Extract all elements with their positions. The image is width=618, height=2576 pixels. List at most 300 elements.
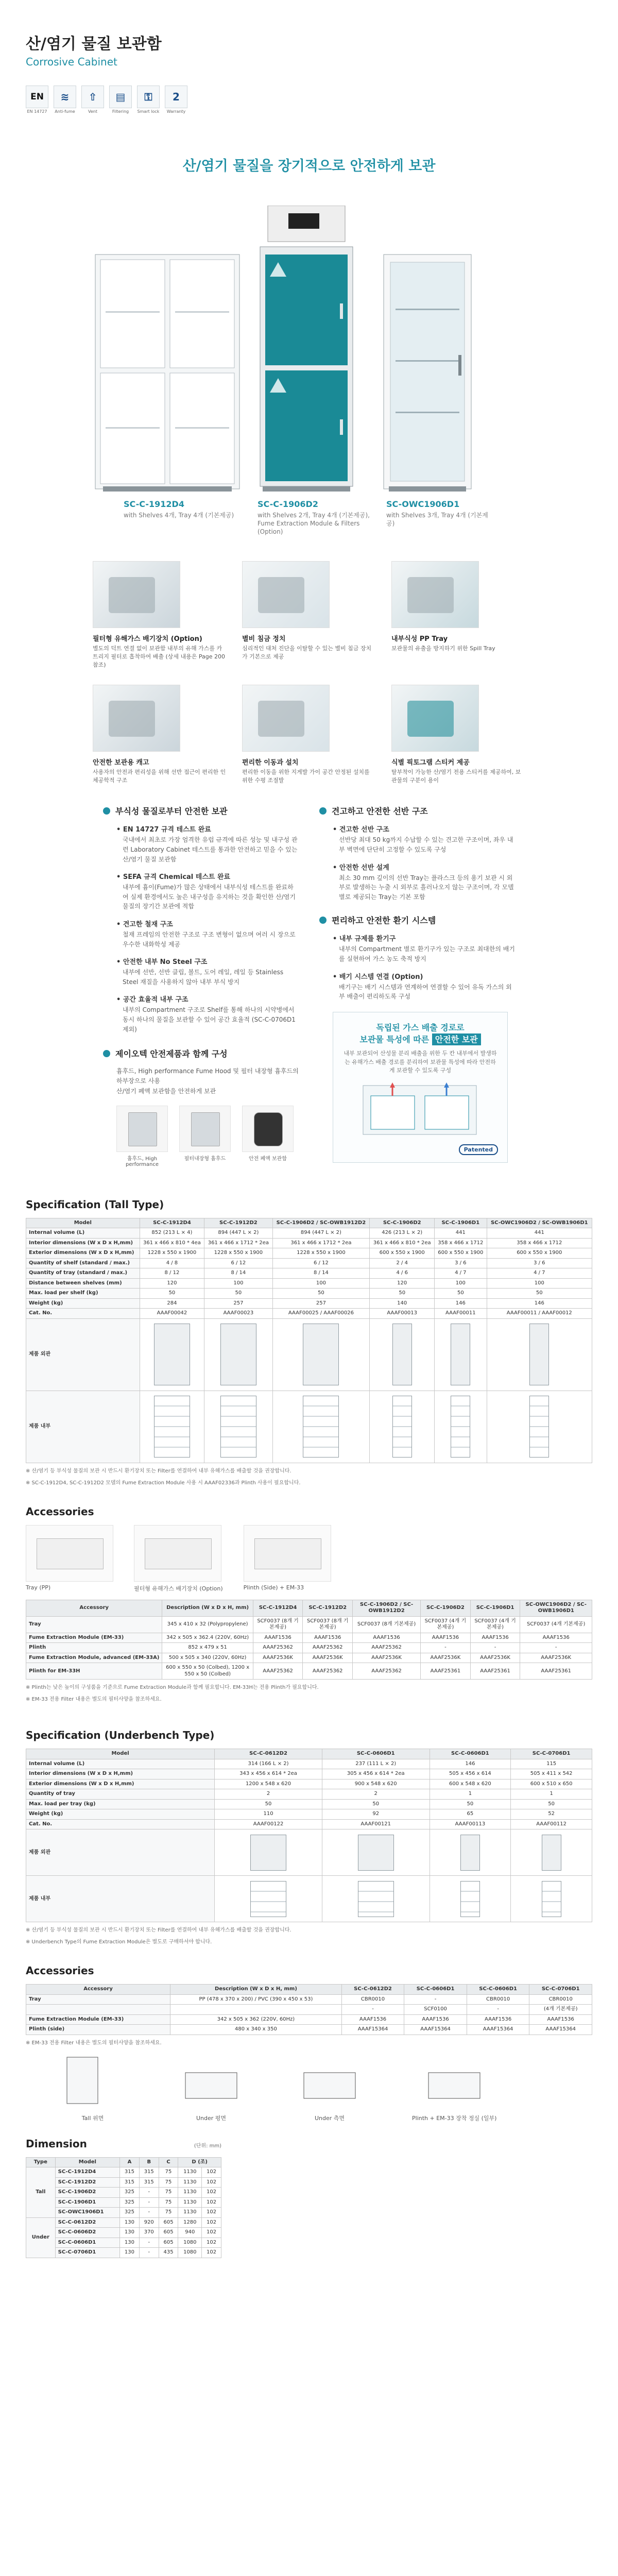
table-cell: Under <box>26 2217 56 2258</box>
table-cell: 120 <box>140 1278 204 1289</box>
table-cell: 257 <box>204 1298 272 1309</box>
right-items <box>319 824 515 902</box>
table-cell: Distance between shelves (mm) <box>26 1278 140 1289</box>
table-header-cell: Accessory <box>26 1600 162 1616</box>
spec-tall-section <box>26 1198 592 1487</box>
acc-tall-table <box>26 1600 592 1680</box>
feature-bullet <box>333 824 515 854</box>
table-cell: 102 <box>202 2197 221 2208</box>
bullet-title: • 공간 효율적 내부 구조 <box>116 994 299 1004</box>
table-image-cell <box>435 1391 487 1463</box>
content <box>26 0 592 2258</box>
table-cell: Internal volume (L) <box>26 1228 140 1239</box>
bullet-title: • 내부 규제를 환기구 <box>333 933 515 943</box>
table-row <box>26 2197 221 2208</box>
table-cell: SC-C-1906D2 <box>55 2188 119 2198</box>
table-header-cell: SC-C-1906D1 <box>435 1218 487 1228</box>
table-cell: 100 <box>435 1278 487 1289</box>
table-cell: AAAF1536 <box>303 1633 353 1643</box>
dimension-view <box>57 2052 129 2122</box>
table-cell: 102 <box>202 2238 221 2248</box>
section-title: 제이오텍 안전제품과 함께 구성 <box>115 1049 228 1059</box>
table-cell: 345 x 410 x 32 (Polypropylene) <box>162 1616 253 1633</box>
spec-under-title: Specification (Underbench Type) <box>26 1729 215 1742</box>
left-items <box>103 824 299 1034</box>
table-cell: 50 <box>204 1289 272 1299</box>
table-row <box>26 1643 592 1653</box>
table-row <box>26 1616 592 1633</box>
table-image-cell <box>204 1391 272 1463</box>
table-header-cell: Accessory <box>26 1985 170 1995</box>
table-cell: AAAF25361 <box>470 1663 520 1680</box>
accessory-card <box>134 1525 223 1592</box>
accessory-label: Tray (PP) <box>26 1584 51 1591</box>
table-header-cell: SC-C-1912D2 <box>303 1600 353 1616</box>
table-cell: 3 / 6 <box>435 1258 487 1268</box>
table-cell: AAAF00113 <box>430 1819 511 1829</box>
table-row <box>26 1248 592 1259</box>
table-row <box>26 1289 592 1299</box>
spec-under-table <box>26 1749 592 1922</box>
table-header-row <box>26 1985 592 1995</box>
table-cell: 361 x 466 x 810 * 4ea <box>140 1238 204 1248</box>
related-products <box>116 1106 299 1167</box>
en-standard-icon: EN <box>26 86 48 108</box>
page-subtitle: Corrosive Cabinet <box>26 56 117 68</box>
table-cell: Interior dimensions (W x D x H,mm) <box>26 1238 140 1248</box>
header <box>26 0 592 114</box>
badge-item <box>54 86 76 114</box>
product-thumbnail <box>154 1324 190 1385</box>
table-cell: Fume Extraction Module (EM-33) <box>26 1633 162 1643</box>
table-cell: SC-C-1906D1 <box>55 2197 119 2208</box>
table-cell: 325 <box>120 2208 140 2218</box>
right-items-2 <box>319 933 515 1001</box>
table-image-cell <box>487 1391 592 1463</box>
table-note: ※ 산/염기 등 부식성 물질의 보관 시 반드시 환기장치 또는 Filter를 연결하여 내부 유해가스를 배출할 것을 권장합니다. <box>26 1927 291 1934</box>
feature-row-2 <box>26 685 592 785</box>
gas-path-diagram <box>342 1080 497 1137</box>
table-cell: 50 <box>430 1799 511 1809</box>
bullet-text: 배기구는 배기 시스템과 연계하여 연결할 수 있어 유독 가스의 외부 배출이 편리하도록 구성 <box>339 983 512 1001</box>
feature-photo-detail <box>407 577 454 613</box>
product-thumbnail <box>451 1396 470 1458</box>
table-cell: 600 x 550 x 1900 <box>370 1248 435 1259</box>
related-product-image <box>116 1106 168 1152</box>
table-cell: AAAF2536K <box>421 1653 471 1663</box>
table-cell: Exterior dimensions (W x D x H,mm) <box>26 1779 215 1789</box>
table-image-row <box>26 1391 592 1463</box>
table-cell: 8 / 14 <box>204 1268 272 1279</box>
feature-text: 편리한 이동을 위한 지게발 가이 공간 안정된 설치를 위한 수평 조절발 <box>242 768 370 784</box>
table-cell: 1200 x 548 x 620 <box>215 1779 322 1789</box>
spec-tall-notes <box>26 1467 592 1487</box>
table-cell: 52 <box>511 1809 592 1820</box>
table-cell: AAAF1536 <box>470 1633 520 1643</box>
table-cell: 75 <box>159 2208 178 2218</box>
section-line: 산/염기 폐액 보관함을 안전하게 보관 <box>116 1087 216 1095</box>
table-cell: 284 <box>140 1298 204 1309</box>
bullet-title: • 배기 시스템 연결 (Option) <box>333 971 515 981</box>
table-cell: 130 <box>120 2248 140 2258</box>
table-row <box>26 1633 592 1643</box>
badge-item <box>137 86 160 114</box>
table-header-cell: SC-OWC1906D2 / SC-OWB1906D1 <box>520 1600 592 1616</box>
table-cell: 8 / 12 <box>140 1268 204 1279</box>
table-cell: 1 <box>430 1789 511 1800</box>
table-cell: - <box>470 1643 520 1653</box>
table-cell: 1080 <box>178 2238 202 2248</box>
accessory-card <box>26 1525 113 1592</box>
product-thumbnail <box>542 1835 561 1871</box>
feature-card <box>242 561 376 669</box>
table-header-cell: SC-C-0606D1 <box>322 1749 430 1759</box>
badge-item <box>165 86 187 114</box>
table-cell: 92 <box>322 1809 430 1820</box>
dimension-view <box>412 2052 496 2122</box>
table-row <box>26 1799 592 1809</box>
table-cell: 361 x 466 x 810 * 2ea <box>370 1238 435 1248</box>
table-header-cell: Description (W x D x H, mm) <box>162 1600 253 1616</box>
table-cell: 50 <box>215 1799 322 1809</box>
table-cell: 제품 내부 <box>26 1876 215 1922</box>
feature-text: 심리적인 대처 진단을 이탈할 수 있는 별비 침금 장치가 기본으로 제공 <box>242 645 372 660</box>
table-row <box>26 1278 592 1289</box>
feature-card <box>93 561 227 669</box>
badge-label: Smart lock <box>137 109 160 114</box>
accessory-label: 필터형 유해가스 배기장치 (Option) <box>134 1585 223 1592</box>
table-image-cell <box>430 1829 511 1876</box>
feature-text: 탈부착이 가능한 산/염기 전용 스티커를 제공하여, 보관물의 구분이 용이 <box>391 768 521 784</box>
dimension-view-label: Under 평면 <box>196 2114 227 2122</box>
feature-photo-detail <box>109 577 155 613</box>
table-cell: 102 <box>202 2177 221 2188</box>
table-cell: AAAF2536K <box>253 1653 303 1663</box>
table-cell: AAAF00023 <box>204 1309 272 1319</box>
bullet-icon <box>319 917 327 924</box>
badge-label: EN 14727 <box>27 109 47 114</box>
description-right <box>319 805 515 1167</box>
table-cell: Quantity of tray (standard / max.) <box>26 1268 140 1279</box>
table-cell: 102 <box>202 2228 221 2238</box>
table-cell: 315 <box>120 2167 140 2178</box>
table-cell: 110 <box>215 1809 322 1820</box>
table-cell: AAAF1536 <box>253 1633 303 1643</box>
table-cell: Tall <box>26 2167 56 2218</box>
table-image-cell <box>487 1318 592 1391</box>
table-cell: 314 (166 L × 2) <box>215 1759 322 1769</box>
patented-badge: Patented <box>459 1144 498 1155</box>
cabinet-sc-c-1906d2-image <box>258 206 355 494</box>
hero-model-1: SC-C-1912D4 <box>124 499 184 509</box>
gas-path-title-1: 독립된 가스 배출 경로로 <box>376 1022 465 1032</box>
table-cell: Fume Extraction Module (EM-33) <box>26 2014 170 2025</box>
table-cell <box>170 2005 342 2015</box>
product-thumbnail <box>303 1396 339 1458</box>
table-cell: 900 x 548 x 620 <box>322 1779 430 1789</box>
table-cell: 361 x 466 x 1712 * 2ea <box>204 1238 272 1248</box>
table-cell: 120 <box>370 1278 435 1289</box>
table-cell: 600 x 550 x 1900 <box>435 1248 487 1259</box>
feature-badges <box>26 86 592 114</box>
table-header-cell: B <box>139 2157 159 2167</box>
table-cell: AAAF15364 <box>404 2025 467 2035</box>
warranty-icon: 2 <box>165 86 187 108</box>
table-cell: - <box>520 1643 592 1653</box>
spec-tall-table <box>26 1218 592 1463</box>
table-row <box>26 1759 592 1769</box>
table-cell: 8 / 14 <box>272 1268 370 1279</box>
bullet-icon <box>319 807 327 815</box>
table-cell: 50 <box>272 1289 370 1299</box>
table-row <box>26 2248 221 2258</box>
table-header-cell: Type <box>26 2157 56 2167</box>
bullet-title: • SEFA 규격 Chemical 테스트 완료 <box>116 871 299 881</box>
table-cell: 4 / 8 <box>140 1258 204 1268</box>
table-cell: AAAF25362 <box>353 1663 421 1680</box>
table-cell: 102 <box>202 2248 221 2258</box>
dimension-table <box>26 2157 221 2258</box>
table-header-cell: SC-C-1912D2 <box>204 1218 272 1228</box>
product-thumbnail <box>220 1396 256 1458</box>
accessory-image <box>134 1525 221 1582</box>
table-row <box>26 1769 592 1780</box>
badge-label: Anti-fume <box>55 109 75 114</box>
table-note: ※ Plinth는 낮은 높이의 구성품을 기준으로 Fume Extraction Module과 함께 필요합니다. EM-33H는 전용 Plinth가 필요합니다. <box>26 1685 319 1691</box>
bullet-text: 국내에서 최초로 가장 엄격한 유럽 규격에 따른 성능 및 내구성 관련 Laboratory Cabinet 테스트를 통과한 안전하고 믿을 수 있는 산/염기 물질 보관함 <box>123 836 298 863</box>
table-image-cell <box>140 1318 204 1391</box>
table-image-cell <box>272 1318 370 1391</box>
page-title: 산/염기 물질 보관함 <box>26 35 162 53</box>
table-header-cell: Model <box>26 1218 140 1228</box>
table-cell: 75 <box>159 2167 178 2178</box>
bullet-text: 내부에 선반, 선반 클립, 볼트, 도어 레일, 레일 등 Stainless Steel 재질을 사용하지 않아 내부 부식 방지 <box>123 969 284 986</box>
table-cell: SCF0037 (4개 기본제공) <box>520 1616 592 1633</box>
badge-item <box>81 86 104 114</box>
product-thumbnail <box>392 1324 412 1385</box>
table-cell: 500 x 505 x 340 (220V, 60Hz) <box>162 1653 253 1663</box>
table-cell: Cat. No. <box>26 1819 215 1829</box>
table-cell: 605 <box>159 2217 178 2228</box>
table-note: ※ SC-C-1912D4, SC-C-1912D2 모델의 Fume Extraction Module 사용 시 AAAF02336과 Plinth 사용이 필요합니다. <box>26 1480 301 1486</box>
table-cell: Weight (kg) <box>26 1298 140 1309</box>
table-cell: AAAF25362 <box>353 1643 421 1653</box>
table-note: ※ EM-33 전용 Filter 내용은 별도의 필터사양을 참조하세요. <box>26 1697 162 1703</box>
table-cell: 102 <box>202 2208 221 2218</box>
table-image-cell <box>204 1318 272 1391</box>
cabinet-sc-owc1906d1-image <box>381 252 474 494</box>
table-cell: 1130 <box>178 2188 202 2198</box>
table-cell <box>26 2005 170 2015</box>
table-header-cell: SC-C-1906D2 <box>421 1600 471 1616</box>
table-cell: 75 <box>159 2177 178 2188</box>
table-row <box>26 2188 221 2198</box>
table-cell: Plinth <box>26 1643 162 1653</box>
spec-tall-title: Specification (Tall Type) <box>26 1198 164 1211</box>
table-cell: AAAF00011 / AAAF00012 <box>487 1309 592 1319</box>
table-cell: - <box>421 1643 471 1653</box>
table-image-cell <box>140 1391 204 1463</box>
table-cell: SCF0100 <box>404 2005 467 2015</box>
table-cell: - <box>467 2005 529 2015</box>
table-cell: - <box>404 1994 467 2005</box>
table-cell: SCF0037 (8개 기본제공) <box>353 1616 421 1633</box>
table-cell: 1130 <box>178 2177 202 2188</box>
accessory-image <box>244 1525 331 1582</box>
hero-caption-3 <box>386 499 489 528</box>
bullet-icon <box>103 1050 110 1057</box>
accessory-shape <box>37 1538 104 1569</box>
table-row <box>26 1238 592 1248</box>
table-cell: 1080 <box>178 2248 202 2258</box>
table-row <box>26 2167 221 2178</box>
table-cell: Plinth (side) <box>26 2025 170 2035</box>
dimension-title: Dimension <box>26 2137 87 2150</box>
feature-bullet <box>116 994 299 1034</box>
hero-desc-3: with Shelves 3개, Tray 4개 (기본제공) <box>386 511 488 527</box>
table-cell: 65 <box>430 1809 511 1820</box>
table-cell: 342 x 505 x 362.4 (220V, 60Hz) <box>162 1633 253 1643</box>
table-cell: 435 <box>159 2248 178 2258</box>
table-cell: 237 (111 L × 2) <box>322 1759 430 1769</box>
feature-text: 별도의 덕트 연결 없이 보관함 내부의 유해 가스를 카트리지 필터로 흡착하여 배출 (상세 내용은 Page 200 참조) <box>93 645 226 668</box>
patented-wrap <box>342 1139 498 1155</box>
table-row <box>26 2005 592 2015</box>
table-cell: CBR0010 <box>341 1994 404 2005</box>
table-header-cell: C <box>159 2157 178 2167</box>
table-note: ※ EM-33 전용 Filter 내용은 별도의 필터사양을 참조하세요. <box>26 2040 162 2046</box>
table-header-cell: SC-C-1912D4 <box>140 1218 204 1228</box>
feature-card <box>391 561 525 669</box>
table-cell: 600 x 548 x 620 <box>430 1779 511 1789</box>
table-image-cell <box>215 1829 322 1876</box>
table-cell: 2 / 4 <box>370 1258 435 1268</box>
table-cell: 600 x 550 x 50 (Colbed), 1200 x 550 x 50 (Colbed) <box>162 1663 253 1680</box>
table-cell: 1130 <box>178 2167 202 2178</box>
bullet-text: 내부의 Compartment 구조로 Shelf를 통해 하나의 시약병에서 동시 하나의 물질을 보관할 수 있어 공간 효율적 (SC-C-0706D1 제외) <box>123 1006 296 1033</box>
table-header-cell: SC-C-1906D2 <box>370 1218 435 1228</box>
table-cell: AAAF25361 <box>421 1663 471 1680</box>
table-cell: 605 <box>159 2228 178 2238</box>
description-left <box>103 805 299 1167</box>
table-cell: - <box>139 2197 159 2208</box>
table-cell: 6 / 12 <box>272 1258 370 1268</box>
table-cell: 441 <box>435 1228 487 1239</box>
product-thumbnail <box>542 1881 561 1917</box>
section-title: 부식성 물질로부터 안전한 보관 <box>115 806 228 817</box>
table-header-cell: Model <box>26 1749 215 1759</box>
related-product-image <box>242 1106 294 1152</box>
table-cell: 100 <box>204 1278 272 1289</box>
table-cell: 605 <box>159 2238 178 2248</box>
table-cell: 146 <box>487 1298 592 1309</box>
dimension-view-label: Plinth + EM-33 장착 정실 (일부) <box>412 2114 497 2122</box>
table-cell: AAAF00121 <box>322 1819 430 1829</box>
section-line: 흄후드, High performance Fume Hood 및 필터 내장형 흄후드의 하부장으로 사용 <box>116 1067 299 1085</box>
section-heading <box>319 914 515 926</box>
table-cell: 305 x 456 x 614 * 2ea <box>322 1769 430 1780</box>
table-header-cell: SC-C-1912D4 <box>253 1600 303 1616</box>
table-cell: 50 <box>511 1799 592 1809</box>
table-cell: SC-C-0706D1 <box>55 2248 119 2258</box>
table-cell: 50 <box>322 1799 430 1809</box>
feature-photo-detail <box>258 701 304 737</box>
ventilation-icon: ⇧ <box>81 86 104 108</box>
product-thumbnail <box>358 1881 394 1917</box>
table-cell: 제품 외관 <box>26 1829 215 1876</box>
table-cell: 100 <box>487 1278 592 1289</box>
table-cell: Quantity of shelf (standard / max.) <box>26 1258 140 1268</box>
table-cell: 358 x 466 x 1712 <box>435 1238 487 1248</box>
table-image-row <box>26 1876 592 1922</box>
table-image-cell <box>511 1829 592 1876</box>
product-thumbnail <box>460 1835 480 1871</box>
acc-under-notes <box>26 2039 592 2047</box>
accessory-shape <box>145 1538 212 1569</box>
table-row <box>26 1653 592 1663</box>
table-header-row <box>26 2157 221 2167</box>
table-cell: 426 (213 L × 2) <box>370 1228 435 1239</box>
table-row <box>26 1228 592 1239</box>
feature-title: 편리한 이동과 설치 <box>242 758 299 767</box>
feature-bullet <box>116 956 299 987</box>
gas-path-title <box>342 1022 498 1045</box>
table-cell: 1228 x 550 x 1900 <box>204 1248 272 1259</box>
table-cell: 3 / 6 <box>487 1258 592 1268</box>
feature-text: 사용자의 안전과 편리성을 위해 선반 접근이 편리한 인체공학적 구조 <box>93 768 226 784</box>
table-row <box>26 1994 592 2005</box>
feature-bullet <box>333 971 515 1002</box>
related-product <box>242 1106 294 1167</box>
table-cell: - <box>139 2238 159 2248</box>
product-thumbnail <box>250 1881 286 1917</box>
accessory-shape <box>254 1538 321 1569</box>
acc-tall-images <box>26 1525 592 1592</box>
table-cell: 100 <box>272 1278 370 1289</box>
feature-title: 별비 침금 정치 <box>242 635 286 643</box>
table-cell: SC-C-0612D2 <box>55 2217 119 2228</box>
table-cell: 257 <box>272 1298 370 1309</box>
table-cell: 130 <box>120 2228 140 2238</box>
product-thumbnail <box>529 1324 549 1385</box>
table-cell: 480 x 340 x 350 <box>170 2025 342 2035</box>
feature-photo <box>93 685 180 752</box>
table-cell: AAAF15364 <box>529 2025 592 2035</box>
table-image-cell <box>272 1391 370 1463</box>
table-cell: 130 <box>120 2217 140 2228</box>
smart-lock-icon: ⚿ <box>137 86 160 108</box>
dimension-views <box>26 2052 592 2122</box>
table-header-row <box>26 1218 592 1228</box>
feature-title: 식별 픽토그램 스티커 제공 <box>391 758 470 767</box>
table-cell: 1130 <box>178 2197 202 2208</box>
table-cell: AAAF1536 <box>341 2014 404 2025</box>
table-cell: 115 <box>511 1759 592 1769</box>
table-header-row <box>26 1600 592 1616</box>
bullet-title: • 견고한 선반 구조 <box>333 824 515 834</box>
table-image-row <box>26 1829 592 1876</box>
table-cell: - <box>139 2248 159 2258</box>
table-cell: SCF0037 (8개 기본제공) <box>253 1616 303 1633</box>
table-cell: Interior dimensions (W x D x H,mm) <box>26 1769 215 1780</box>
drawing-outline <box>67 2057 98 2104</box>
drawing-outline <box>428 2073 480 2098</box>
table-cell: Internal volume (L) <box>26 1759 215 1769</box>
product-thumbnail <box>220 1324 256 1385</box>
table-row <box>26 2238 221 2248</box>
table-cell: AAAF15364 <box>341 2025 404 2035</box>
table-cell: 852 x 479 x 51 <box>162 1643 253 1653</box>
